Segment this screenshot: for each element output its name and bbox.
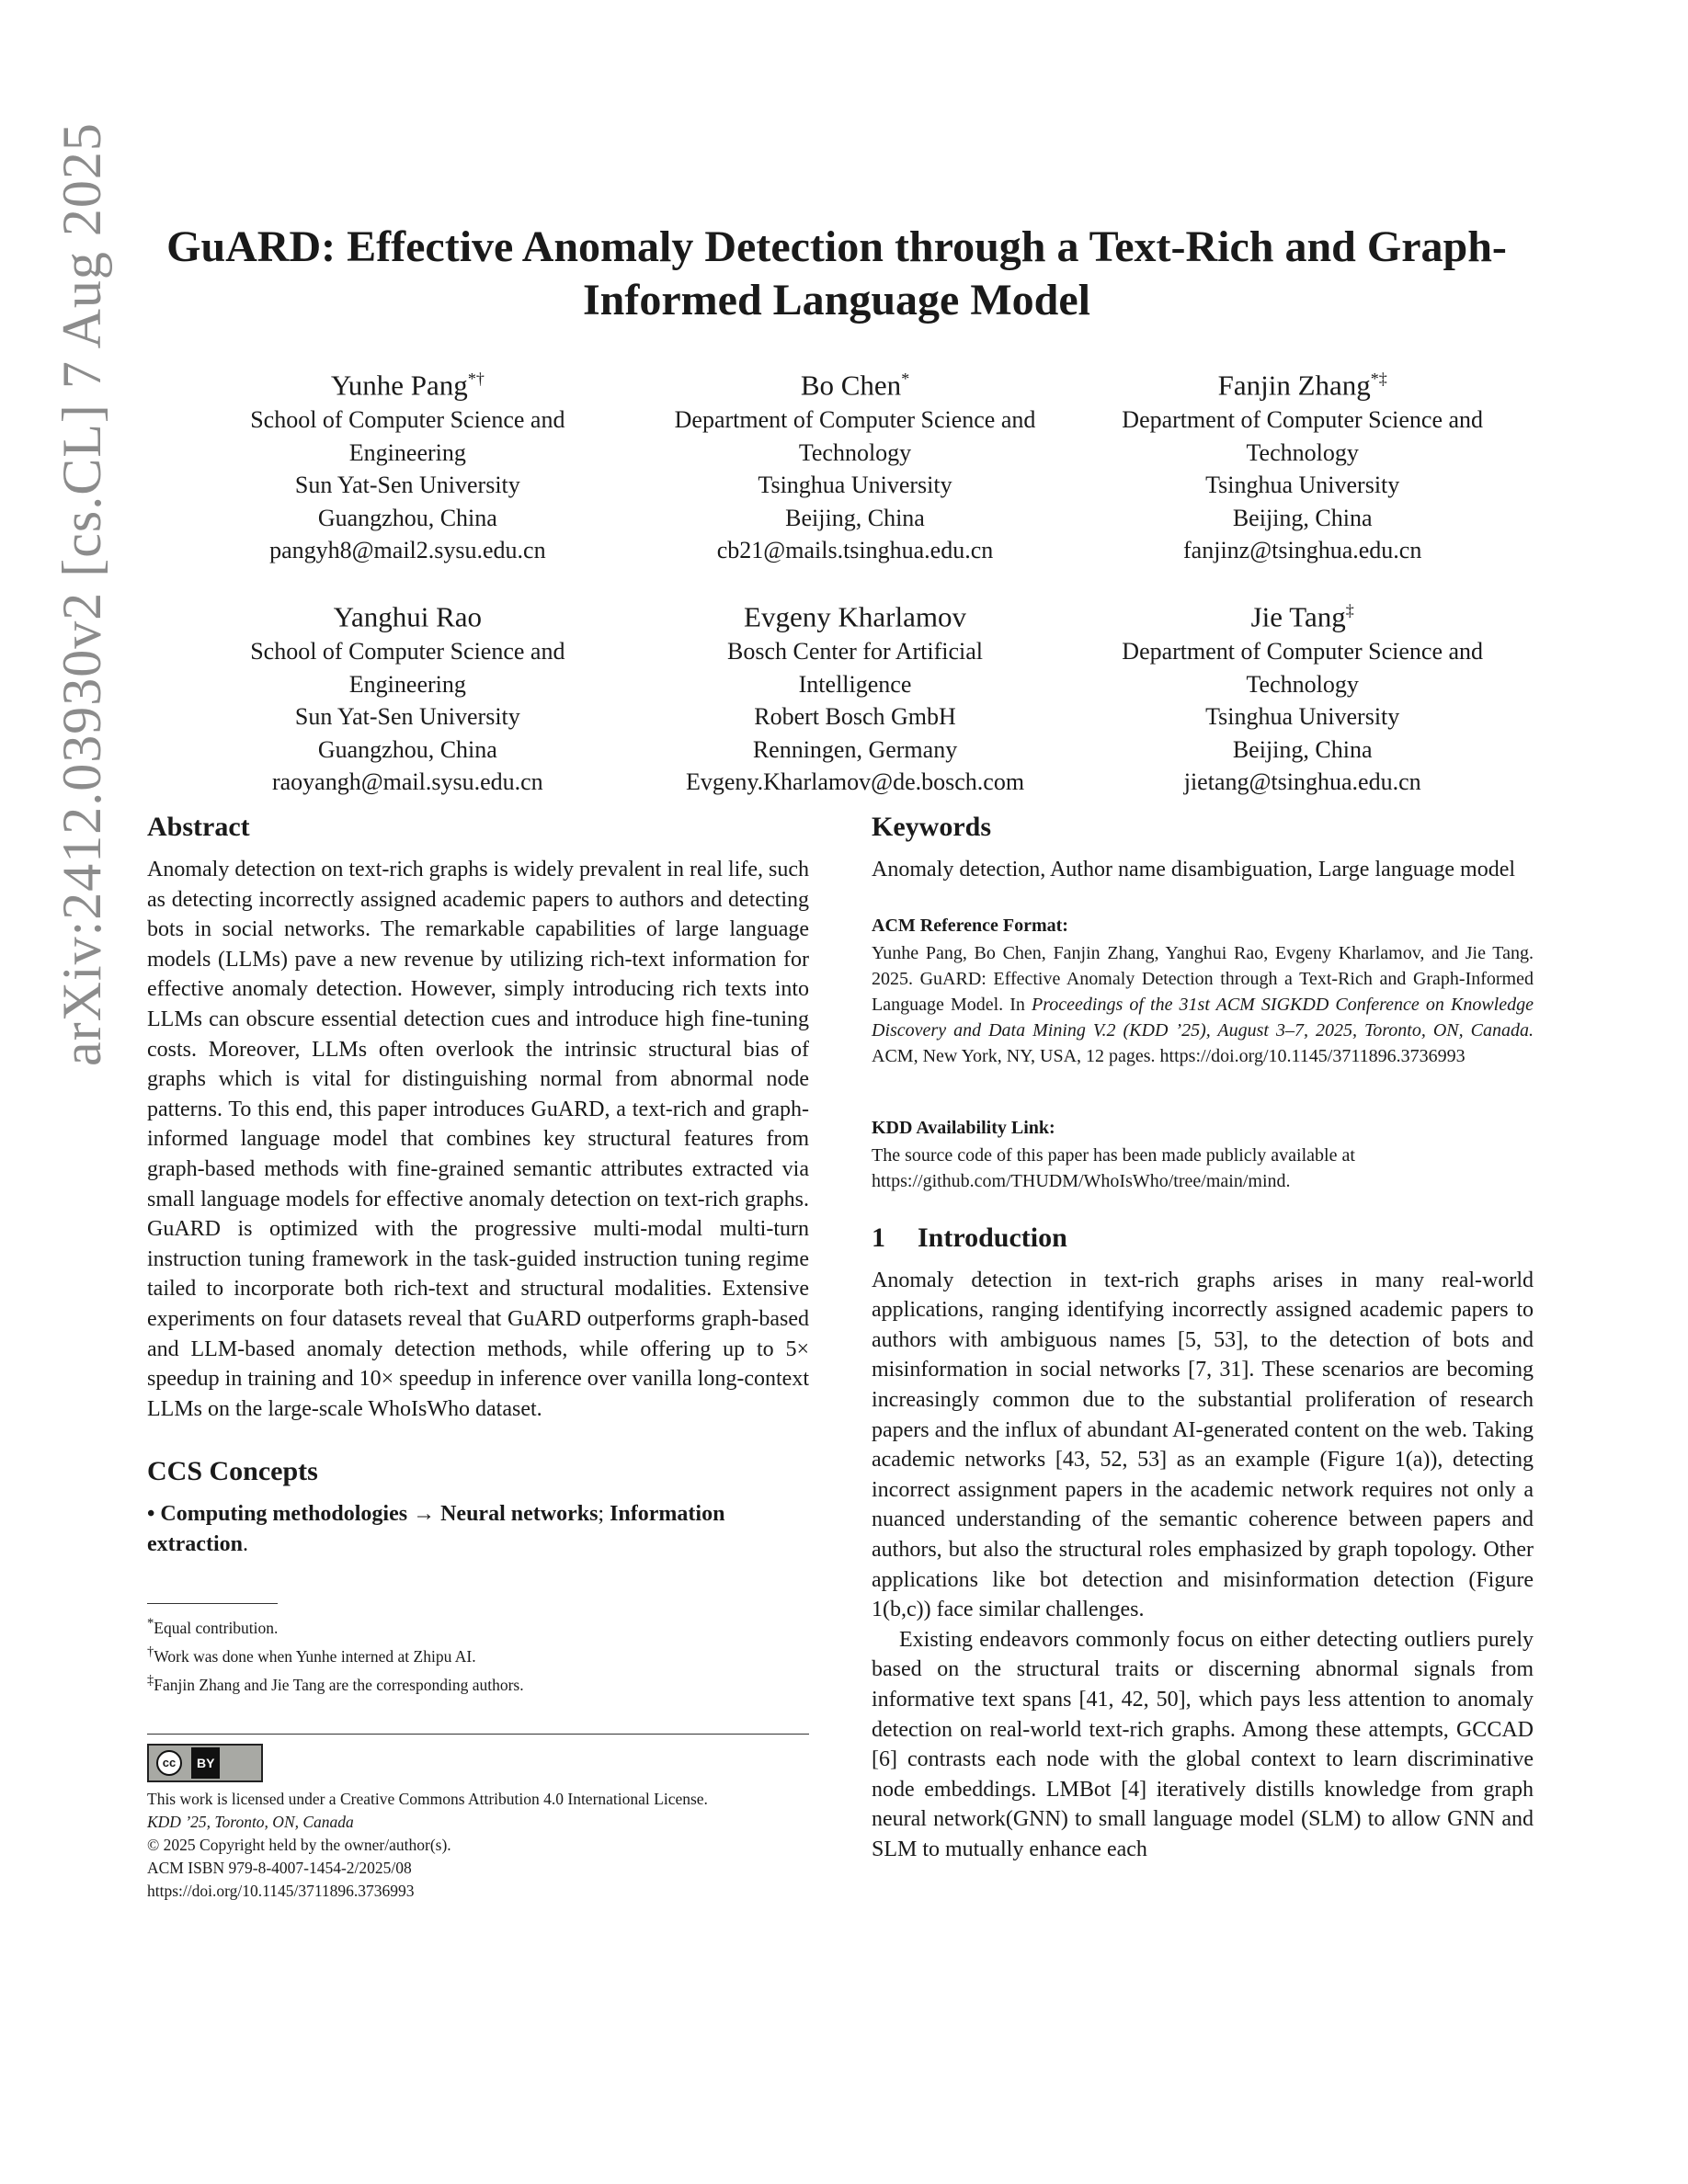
footnote-text: Work was done when Yunhe interned at Zhipu AI. (154, 1647, 476, 1666)
ccs-separator: ; (598, 1502, 605, 1527)
doi-link[interactable]: https://doi.org/10.1145/3711896.3736993 (147, 1881, 415, 1900)
keywords-text: Anomaly detection, Author name disambiguation, Large language model (872, 858, 1516, 882)
author-location: Renningen, Germany (752, 735, 958, 763)
left-column (147, 811, 809, 1903)
author-affiliation: Engineering (348, 670, 466, 698)
author-email[interactable]: fanjinz@tsinghua.edu.cn (1183, 537, 1422, 564)
author-affiliation: Technology (1246, 438, 1359, 466)
ccs-term: Neural networks (440, 1502, 599, 1527)
cc-by-license-badge[interactable] (147, 1744, 263, 1782)
author-affiliation: School of Computer Science and (250, 638, 565, 665)
acm-reference-text (872, 940, 1534, 1069)
author-row-2 (184, 592, 1526, 799)
availability-heading: KDD Availability Link: (872, 1117, 1055, 1138)
reference-tail: ACM, New York, NY, USA, 12 pages. https://doi.org/10.1145/3711896.3736993 (872, 1045, 1466, 1066)
author-block (1078, 360, 1526, 567)
author-affiliation: Bosch Center for Artificial (727, 638, 983, 665)
author-email[interactable]: Evgeny.Kharlamov@de.bosch.com (685, 768, 1025, 796)
author-email[interactable]: jietang@tsinghua.edu.cn (1183, 768, 1421, 796)
acm-reference (872, 913, 1534, 1069)
footnote (147, 1668, 809, 1697)
author-email[interactable]: pangyh8@mail2.sysu.edu.cn (269, 537, 546, 564)
author-institution: Sun Yat-Sen University (294, 472, 520, 499)
author-affiliation: School of Computer Science and (250, 406, 565, 434)
author-name: Evgeny Kharlamov (744, 600, 966, 633)
acm-reference-heading: ACM Reference Format: (872, 915, 1068, 936)
author-block (184, 360, 632, 567)
ccs-term: Information extraction (147, 1502, 725, 1556)
ccs-arrow: → (413, 1502, 436, 1527)
author-institution: Tsinghua University (1205, 472, 1400, 499)
author-affiliation: Department of Computer Science and (674, 406, 1036, 434)
author-marks: * (901, 370, 910, 388)
isbn-line: ACM ISBN 979-8-4007-1454-2/2025/08 (147, 1858, 412, 1877)
paper-title: GuARD: Effective Anomaly Detection through a Text-Rich and Graph-Informed Language Model (166, 222, 1507, 324)
author-affiliation: Technology (798, 438, 912, 466)
author-name: Bo Chen (800, 369, 902, 402)
footnote-text: Fanjin Zhang and Jie Tang are the corresponding authors. (154, 1675, 524, 1694)
author-institution: Tsinghua University (758, 472, 952, 499)
author-name: Yunhe Pang (330, 369, 468, 402)
license-block (147, 1788, 809, 1903)
author-location: Beijing, China (1232, 735, 1373, 763)
copyright-line: © 2025 Copyright held by the owner/author(s). (147, 1835, 451, 1854)
footnote-rule (147, 1603, 278, 1604)
availability-section (872, 1115, 1534, 1194)
introduction-heading (872, 1222, 1534, 1255)
right-column (872, 811, 1534, 1864)
author-marks: *† (467, 370, 485, 388)
ccs-term: Computing methodologies (160, 1502, 408, 1527)
ccs-bullet: • (147, 1502, 155, 1527)
author-affiliation: Department of Computer Science and (1122, 638, 1484, 665)
author-marks: ‡ (1345, 601, 1354, 620)
availability-text[interactable]: The source code of this paper has been made publicly available at https://github.com/THUDM/WhoIsWho/tree/main/mind. (872, 1144, 1355, 1191)
author-location: Beijing, China (785, 504, 925, 531)
author-affiliation: Department of Computer Science and (1122, 406, 1484, 434)
ccs-end: . (242, 1531, 248, 1556)
author-institution: Robert Bosch GmbH (754, 703, 956, 731)
author-name: Jie Tang (1250, 600, 1346, 633)
abstract-text: Anomaly detection on text-rich graphs is widely prevalent in real life, such as detecting incorrectly assigned academic papers to authors and detecting bots in social networks. The remarkable capabilities of large language models (LLMs) pave a new revenue by utilizing rich-text information for effective anomaly detection. However, simply introducing rich texts into LLMs can obscure essential detection cues and introduce high fine-tuning costs. Moreover, LLMs often overlook the intrinsic structural bias of graphs which is vital for distinguishing normal from abnormal node patterns. To this end, this paper introduces GuARD, a text-rich and graph-informed language model that combines key structural features from graph-based methods with fine-grained semantic attributes extracted via small language models for effective anomaly detection on text-rich graphs. GuARD is optimized with the progressive multi-modal multi-turn instruction tuning framework in the task-guided instruction tuning regime tailed to incorporate both rich-text and structural modalities. Extensive experiments on four datasets reveal that GuARD outperforms graph-based and LLM-based anomaly detection methods, while offering up to 5× speedup in training and 10× speedup in inference over vanilla long-context LLMs on the large-scale WhoIsWho dataset. (147, 858, 809, 1421)
arxiv-identifier-stamp: arXiv:2412.03930v2 [cs.CL] 7 Aug 2025 (51, 122, 112, 1066)
reference-plain: Yunhe Pang, Bo Chen, Fanjin Zhang, Yanghui Rao, Evgeny Kharlamov, and Jie Tang. 2025. GuARD: Effective Anomaly Detection through a Text-Rich and Graph-Informed Language Model. In (872, 942, 1534, 1015)
author-block (632, 360, 1079, 567)
author-affiliation: Intelligence (798, 670, 912, 698)
abstract-heading: Abstract (147, 812, 250, 842)
reference-proceedings: Proceedings of the 31st ACM SIGKDD Conference on Knowledge Discovery and Data Mining V.2 (KDD ’25), August 3–7, 2025, Toronto, ON, Canada. (872, 994, 1534, 1041)
footnote-text: Equal contribution. (154, 1619, 279, 1638)
footnotes (147, 1611, 809, 1696)
section-title: Introduction (918, 1222, 1067, 1253)
author-name: Fanjin Zhang (1217, 369, 1371, 402)
ccs-concepts (147, 1499, 809, 1559)
by-attribution-icon: BY (191, 1747, 220, 1780)
footnote (147, 1640, 809, 1668)
cc-icon: cc (156, 1750, 182, 1776)
footnote-mark: ‡ (147, 1673, 154, 1689)
footnote-mark: * (147, 1616, 154, 1632)
author-location: Guangzhou, China (317, 504, 497, 531)
introduction-paragraph: Existing endeavors commonly focus on either detecting outliers purely based on the structural traits or discerning abnormal signals from informative text spans [41, 42, 50], which pays less attention to anomaly detection on real-world text-rich graphs. Among these attempts, GCCAD [6] contrasts each node with the global context to learn discriminative node embeddings. LMBot [4] iteratively distills knowledge from graph neural network(GNN) to small language model (SLM) to allow GNN and SLM to mutually enhance each (872, 1627, 1534, 1861)
author-email[interactable]: cb21@mails.tsinghua.edu.cn (716, 537, 994, 564)
author-email[interactable]: raoyangh@mail.sysu.edu.cn (271, 768, 543, 796)
ccs-heading: CCS Concepts (147, 1456, 318, 1487)
footnote-mark: † (147, 1644, 154, 1660)
footnote (147, 1611, 809, 1640)
author-block (632, 592, 1079, 799)
author-block (1078, 592, 1526, 799)
author-row-1 (184, 360, 1526, 567)
introduction-paragraph: Anomaly detection in text-rich graphs arises in many real-world applications, ranging identifying incorrectly assigned academic papers to authors with ambiguous names [5, 53], to the detection of bots and misinformation in social networks [7, 31]. These scenarios are becoming increasingly common due to the substantial proliferation of research papers and the influx of abundant AI-generated content on the web. Taking academic networks [43, 52, 53] as an example (Figure 1(a)), detecting incorrect assignment papers in the academic network requires not only a nuanced understanding of the semantic coherence between papers and authors, but also the structural roles emphasized by graph topology. Other applications like bot detection and misinformation detection (Figure 1(b,c)) face similar challenges. (872, 1268, 1534, 1622)
author-marks: *‡ (1370, 370, 1387, 388)
license-rule (147, 1734, 809, 1735)
keywords-heading: Keywords (872, 812, 991, 842)
author-institution: Tsinghua University (1205, 703, 1400, 731)
section-number: 1 (872, 1222, 885, 1253)
author-affiliation: Technology (1246, 670, 1359, 698)
license-statement: This work is licensed under a Creative Commons Attribution 4.0 International License. (147, 1789, 708, 1808)
author-block (184, 592, 632, 799)
author-location: Guangzhou, China (317, 735, 497, 763)
author-institution: Sun Yat-Sen University (294, 703, 520, 731)
author-location: Beijing, China (1232, 504, 1373, 531)
author-affiliation: Engineering (348, 438, 466, 466)
venue-line: KDD ’25, Toronto, ON, Canada (147, 1812, 354, 1831)
author-name: Yanghui Rao (333, 600, 482, 633)
